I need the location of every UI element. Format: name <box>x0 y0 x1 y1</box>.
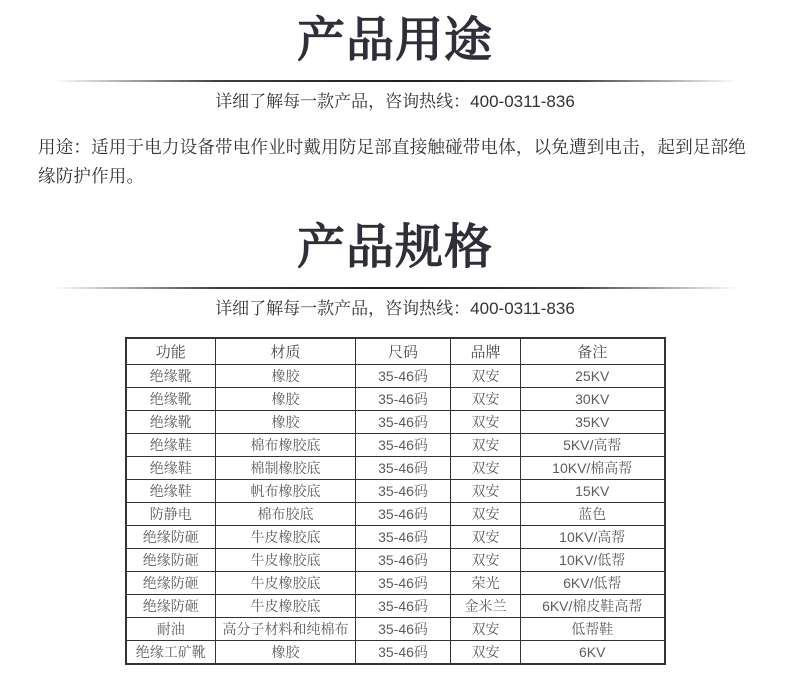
table-cell: 低帮鞋 <box>521 618 665 641</box>
table-cell: 35-46码 <box>356 457 451 480</box>
table-cell: 双安 <box>451 365 521 388</box>
table-cell: 35-46码 <box>356 503 451 526</box>
table-cell: 35KV <box>521 411 665 434</box>
table-cell: 35-46码 <box>356 434 451 457</box>
table-cell: 绝缘靴 <box>126 411 216 434</box>
specs-divider-line <box>53 287 738 289</box>
table-cell: 5KV/高帮 <box>521 434 665 457</box>
section-usage <box>0 0 790 191</box>
table-row <box>126 572 665 595</box>
table-cell: 绝缘防砸 <box>126 549 216 572</box>
table-cell: 双安 <box>451 503 521 526</box>
table-cell: 双安 <box>451 388 521 411</box>
table-row <box>126 526 665 549</box>
table-cell: 蓝色 <box>521 503 665 526</box>
table-cell: 35-46码 <box>356 526 451 549</box>
table-header-function: 功能 <box>126 338 216 365</box>
table-header-row <box>126 338 665 365</box>
table-cell: 35-46码 <box>356 595 451 618</box>
table-cell: 35-46码 <box>356 572 451 595</box>
table-cell: 绝缘防砸 <box>126 595 216 618</box>
table-row <box>126 503 665 526</box>
table-row <box>126 411 665 434</box>
table-cell: 双安 <box>451 549 521 572</box>
table-cell: 绝缘防砸 <box>126 572 216 595</box>
table-cell: 双安 <box>451 618 521 641</box>
table-cell: 绝缘工矿靴 <box>126 641 216 665</box>
table-cell: 棉布胶底 <box>216 503 356 526</box>
table-cell: 10KV/低帮 <box>521 549 665 572</box>
table-cell: 棉布橡胶底 <box>216 434 356 457</box>
table-header-size: 尺码 <box>356 338 451 365</box>
table-header-brand: 品牌 <box>451 338 521 365</box>
table-cell: 10KV/高帮 <box>521 526 665 549</box>
table-cell: 牛皮橡胶底 <box>216 526 356 549</box>
table-cell: 35-46码 <box>356 549 451 572</box>
table-cell: 橡胶 <box>216 365 356 388</box>
table-cell: 30KV <box>521 388 665 411</box>
spec-table <box>125 337 666 665</box>
table-cell: 25KV <box>521 365 665 388</box>
table-header-material: 材质 <box>216 338 356 365</box>
table-cell: 棉制橡胶底 <box>216 457 356 480</box>
table-cell: 防静电 <box>126 503 216 526</box>
table-cell: 双安 <box>451 480 521 503</box>
table-cell: 绝缘防砸 <box>126 526 216 549</box>
specs-hotline-text: 详细了解每一款产品，咨询热线：400-0311-836 <box>215 299 575 318</box>
table-cell: 牛皮橡胶底 <box>216 572 356 595</box>
table-row <box>126 434 665 457</box>
table-cell: 15KV <box>521 480 665 503</box>
table-cell: 绝缘靴 <box>126 365 216 388</box>
specs-section-title: 产品规格 <box>296 221 493 274</box>
table-row <box>126 457 665 480</box>
table-cell: 35-46码 <box>356 411 451 434</box>
table-cell: 绝缘鞋 <box>126 434 216 457</box>
table-cell: 35-46码 <box>356 618 451 641</box>
table-cell: 橡胶 <box>216 641 356 665</box>
table-cell: 6KV <box>521 641 665 665</box>
table-row <box>126 480 665 503</box>
table-cell: 橡胶 <box>216 411 356 434</box>
table-cell: 耐油 <box>126 618 216 641</box>
table-cell: 双安 <box>451 641 521 665</box>
table-cell: 35-46码 <box>356 388 451 411</box>
table-cell: 6KV/低帮 <box>521 572 665 595</box>
table-header-remark: 备注 <box>521 338 665 365</box>
table-cell: 双安 <box>451 434 521 457</box>
usage-description-text: 用途：适用于电力设备带电作业时戴用防足部直接触碰带电体，以免遭到电击，起到足部绝缘防护作用。 <box>38 137 746 186</box>
usage-section-title: 产品用途 <box>296 14 493 67</box>
table-cell: 6KV/棉皮鞋高帮 <box>521 595 665 618</box>
table-cell: 橡胶 <box>216 388 356 411</box>
table-row <box>126 365 665 388</box>
section-specs <box>0 191 790 665</box>
table-cell: 金米兰 <box>451 595 521 618</box>
table-cell: 牛皮橡胶底 <box>216 549 356 572</box>
table-row <box>126 618 665 641</box>
usage-hotline-text: 详细了解每一款产品，咨询热线：400-0311-836 <box>215 92 575 111</box>
table-cell: 荣光 <box>451 572 521 595</box>
table-row <box>126 595 665 618</box>
table-cell: 35-46码 <box>356 641 451 665</box>
table-cell: 高分子材料和纯棉布 <box>216 618 356 641</box>
table-cell: 绝缘鞋 <box>126 480 216 503</box>
table-row <box>126 549 665 572</box>
table-cell: 10KV/棉高帮 <box>521 457 665 480</box>
table-cell: 35-46码 <box>356 480 451 503</box>
table-cell: 绝缘鞋 <box>126 457 216 480</box>
table-cell: 35-46码 <box>356 365 451 388</box>
table-cell: 帆布橡胶底 <box>216 480 356 503</box>
table-row <box>126 388 665 411</box>
table-cell: 双安 <box>451 457 521 480</box>
table-cell: 牛皮橡胶底 <box>216 595 356 618</box>
table-cell: 双安 <box>451 411 521 434</box>
table-row <box>126 641 665 665</box>
table-cell: 双安 <box>451 526 521 549</box>
table-cell: 绝缘靴 <box>126 388 216 411</box>
usage-divider-line <box>53 80 738 82</box>
